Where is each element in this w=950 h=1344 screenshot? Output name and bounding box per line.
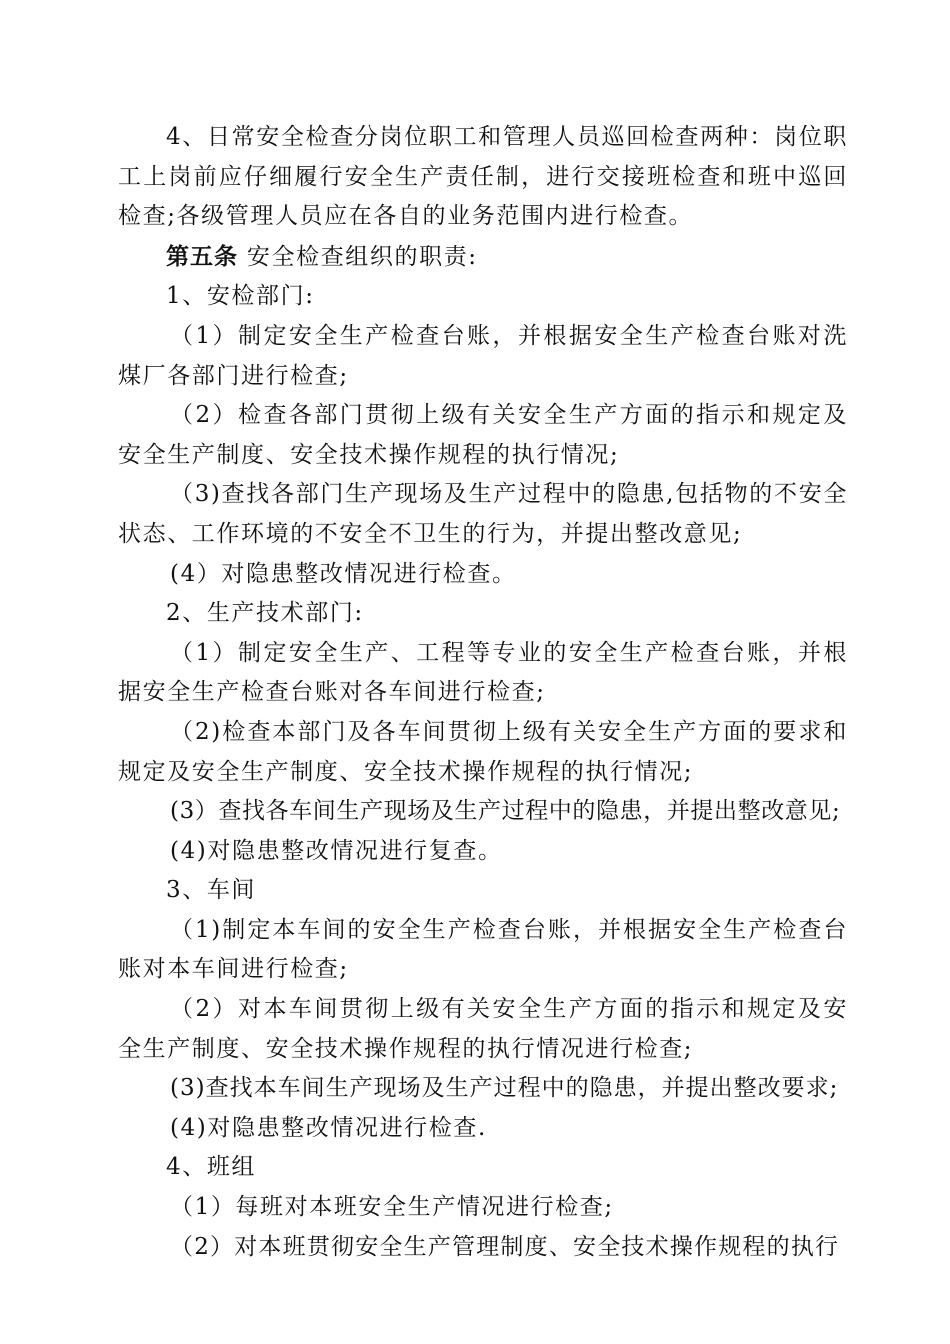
section-workshop: 3、车间 [166,877,257,904]
list-item: （2）对本车间贯彻上级有关安全生产方面的指示和规定及安全生产制度、安全技术操作规程的执行情况进行检查; [118,996,848,1062]
article-number: 第五条 [166,242,238,270]
list-item: （1）制定安全生产、工程等专业的安全生产检查台账，并根据安全生产检查台账对各车间进行检查; [118,639,848,706]
list-item: （1)制定本车间的安全生产检查台账，并根据安全生产检查台账对本车间进行检查; [118,916,848,983]
section-team: 4、班组 [166,1154,257,1181]
list-item: （1）每班对本班安全生产情况进行检查; [170,1194,614,1221]
list-item: (4)对隐患整改情况进行复查。 [170,837,503,864]
section-safety-dept: 1、安检部门: [166,283,315,310]
list-item: （2)检查本部门及各车间贯彻上级有关安全生产方面的要求和规定及安全生产制度、安全技术操作规程的执行情况; [118,718,848,785]
document-body [118,118,848,1267]
list-item: （1）制定安全生产检查台账，并根据安全生产检查台账对洗煤厂各部门进行检查; [118,322,848,389]
article-title: 安全检查组织的职责: [238,243,478,270]
list-item: (4)对隐患整改情况进行检查. [170,1114,487,1141]
paragraph-daily-inspection: 4、日常安全检查分岗位职工和管理人员巡回检查两种：岗位职工上岗前应仔细履行安全生产责任制，进行交接班检查和班中巡回检查;各级管理人员应在各自的业务范围内进行检查。 [118,124,848,230]
list-item: （2）检查各部门贯彻上级有关安全生产方面的指示和规定及安全生产制度、安全技术操作规程的执行情况; [118,402,848,468]
list-item: (3)查找本车间生产现场及生产过程中的隐患，并提出整改要求; [170,1075,839,1102]
list-item: （2）对本班贯彻安全生产管理制度、安全技术操作规程的执行 [170,1233,840,1260]
section-production-dept: 2、生产技术部门: [166,600,364,627]
article-five-heading [118,237,848,278]
list-item: (3）查找各车间生产现场及生产过程中的隐患，并提出整改意见; [170,798,841,825]
list-item: (4）对隐患整改情况进行检查。 [170,560,517,587]
list-item: （3)查找各部门生产现场及生产过程中的隐患,包括物的不安全状态、工作环境的不安全不卫生的行为，并提出整改意见; [118,481,848,547]
